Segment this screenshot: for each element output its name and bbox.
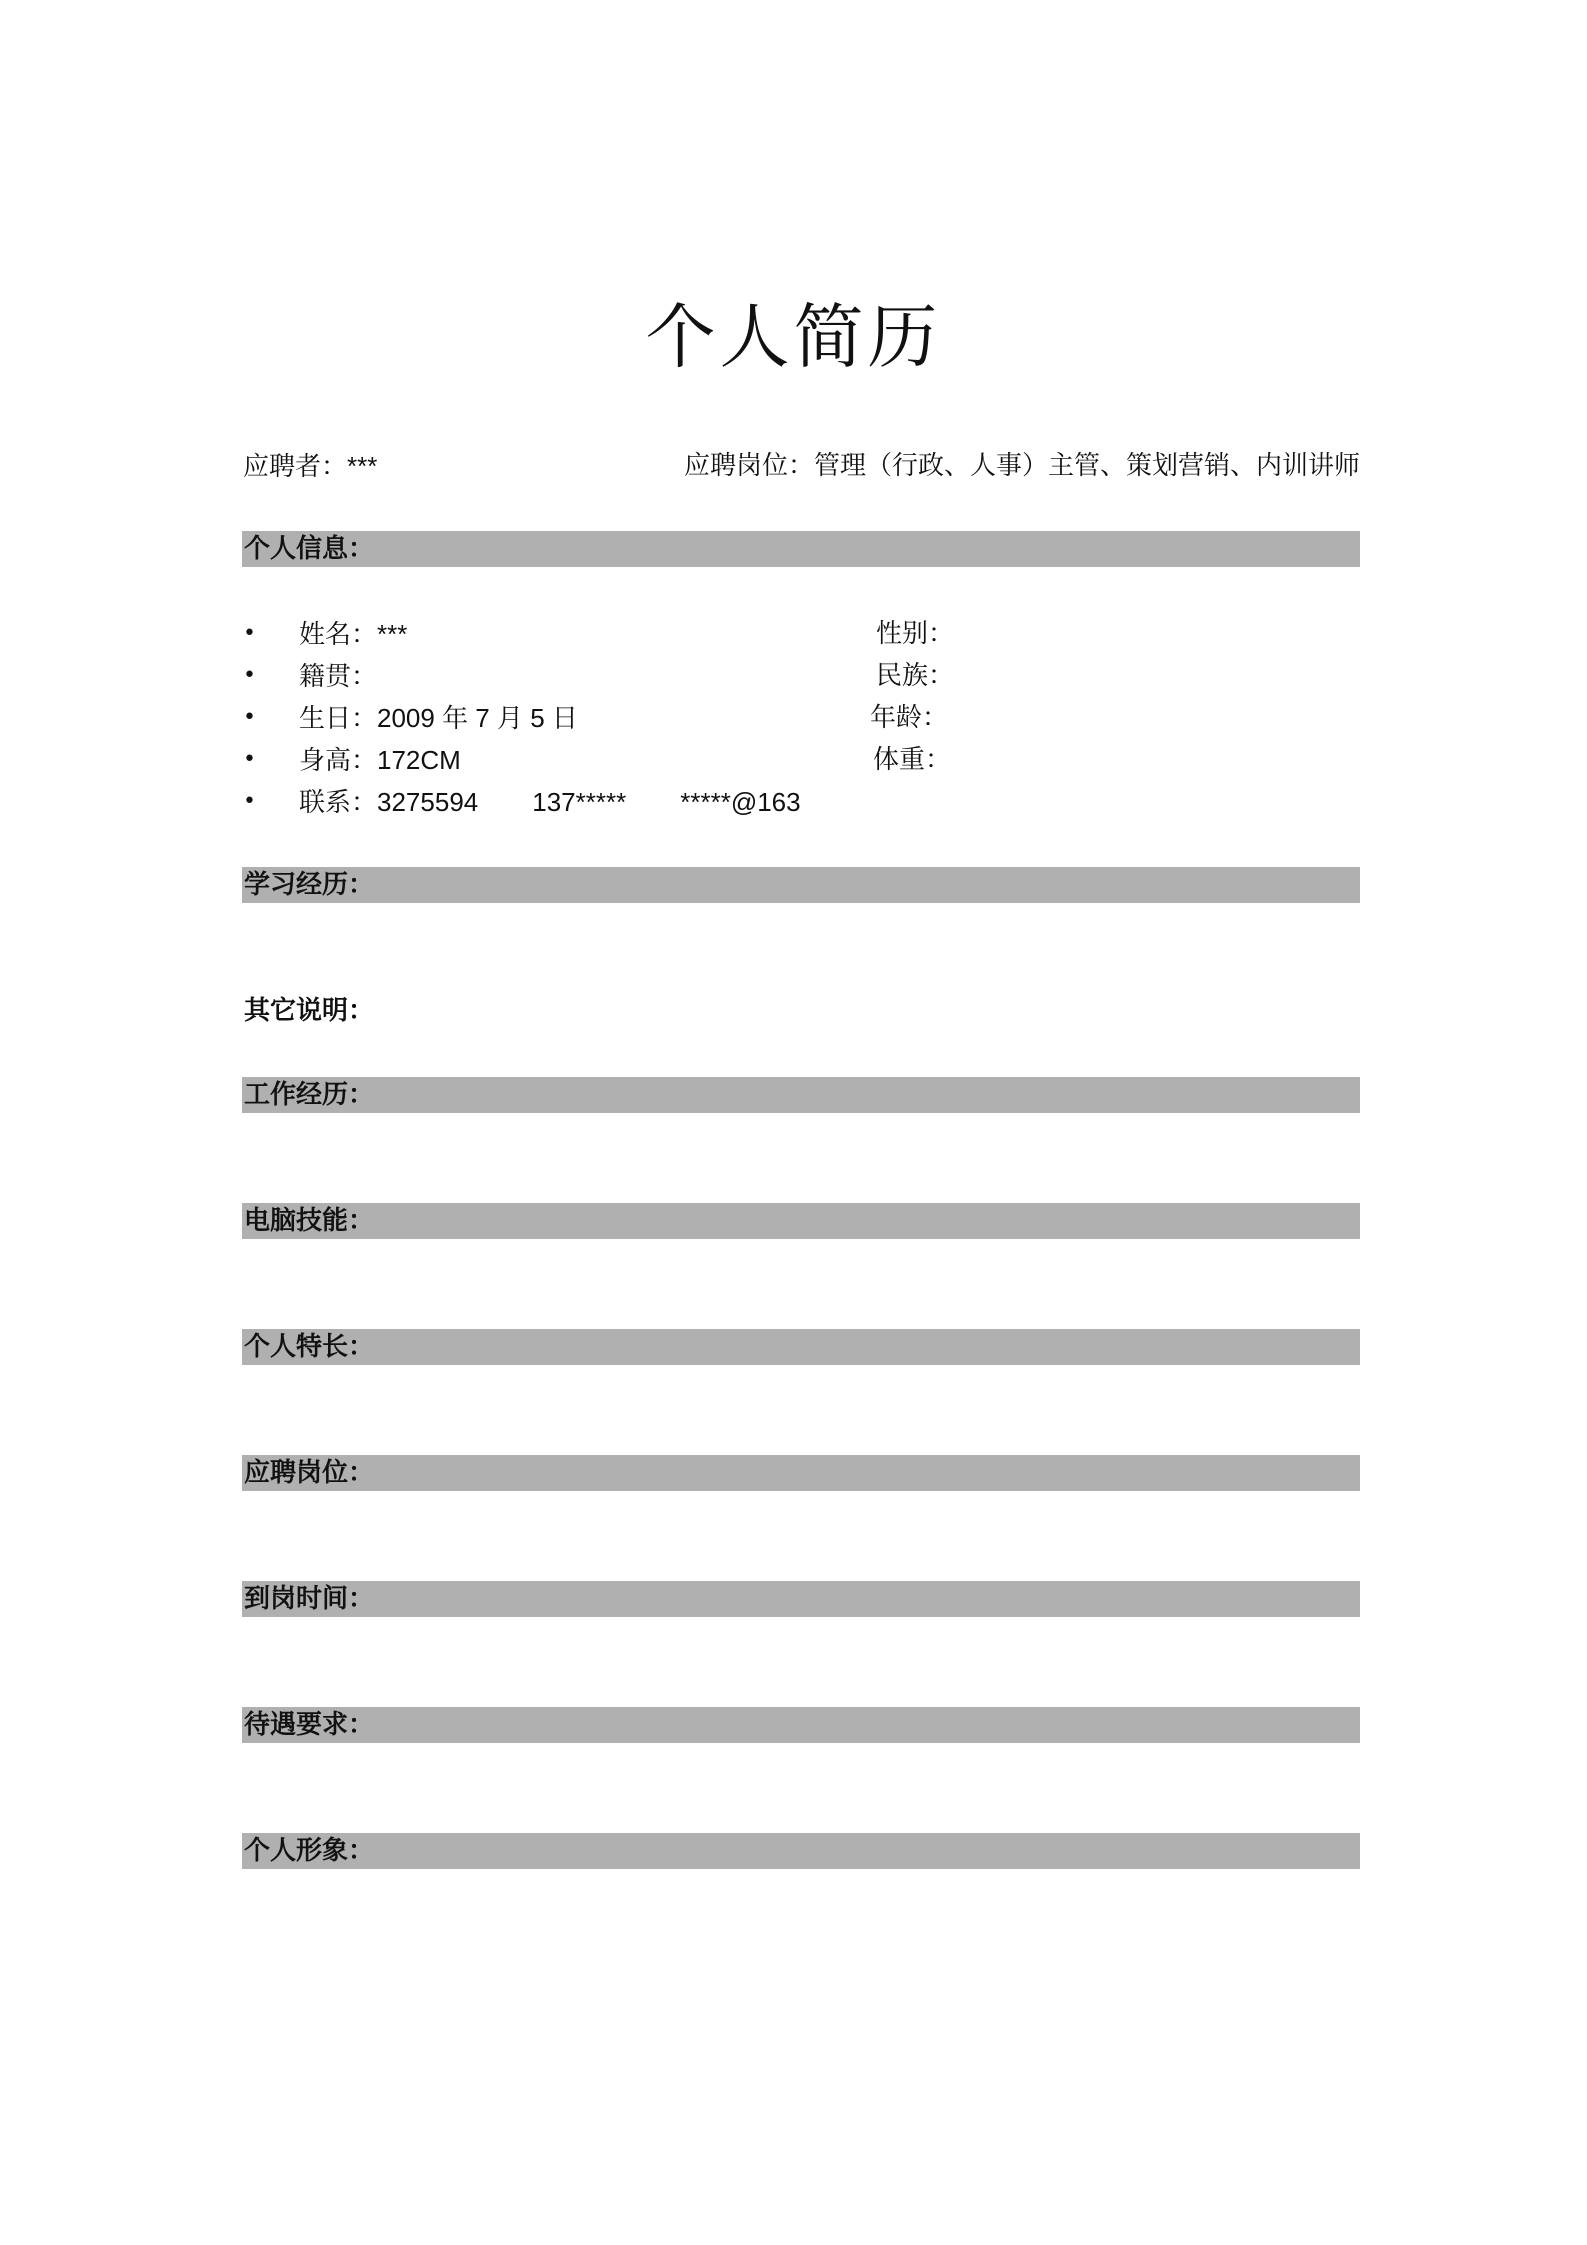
bullet-icon: •: [243, 789, 256, 814]
info-row-hometown: [243, 656, 1360, 696]
applicant-name: [243, 446, 377, 487]
ethnicity-label: 民族：: [876, 661, 955, 691]
applicant-row: [243, 446, 1360, 486]
height-value: 172CM: [377, 745, 461, 775]
section-personal-info: 个人信息：: [242, 531, 1360, 567]
section-education: 学习经历：: [242, 867, 1360, 903]
contact-field: [299, 782, 801, 823]
gender-label: 性别：: [876, 619, 955, 649]
section-computer-skills: 电脑技能：: [242, 1203, 1360, 1239]
section-work: 工作经历：: [242, 1077, 1360, 1113]
bullet-icon: •: [243, 663, 256, 688]
height-field: [299, 740, 461, 781]
section-start-date: 到岗时间：: [242, 1581, 1360, 1617]
section-salary: 待遇要求：: [242, 1707, 1360, 1743]
section-appearance: 个人形象：: [242, 1833, 1360, 1869]
age-label: 年龄：: [870, 703, 949, 733]
applicant-position: 应聘岗位：管理（行政、人事）主管、策划营销、内训讲师: [683, 451, 1360, 481]
info-row-name: [243, 614, 1360, 654]
section-desired-position: 应聘岗位：: [242, 1455, 1360, 1491]
birthday-label: 生日：: [299, 704, 378, 734]
contact-email: *****@163: [680, 787, 801, 817]
bullet-icon: •: [243, 747, 256, 772]
applicant-value: ***: [347, 451, 378, 481]
name-field: [299, 614, 407, 655]
section-specialties: 个人特长：: [242, 1329, 1360, 1365]
bullet-icon: •: [243, 705, 256, 730]
contact-label: 联系：: [299, 788, 378, 818]
hometown-label: 籍贯：: [299, 662, 378, 692]
bullet-icon: •: [243, 621, 256, 646]
info-row-birthday: [243, 698, 1360, 738]
name-label: 姓名：: [299, 620, 378, 650]
name-value: ***: [377, 619, 408, 649]
height-label: 身高：: [299, 746, 378, 776]
applicant-label: 应聘者：: [243, 452, 348, 482]
info-row-height: [243, 740, 1360, 780]
page-title: 个人简历: [645, 296, 942, 378]
other-notes-heading: 其它说明：: [244, 996, 375, 1026]
info-row-contact: [243, 782, 1360, 822]
birthday-field: [299, 698, 578, 739]
hometown-field: [299, 656, 377, 697]
contact-mobile: 137*****: [532, 787, 627, 817]
contact-phone: 3275594: [377, 787, 479, 817]
weight-label: 体重：: [873, 745, 952, 775]
birthday-value: 2009 年 7 月 5 日: [377, 703, 578, 733]
